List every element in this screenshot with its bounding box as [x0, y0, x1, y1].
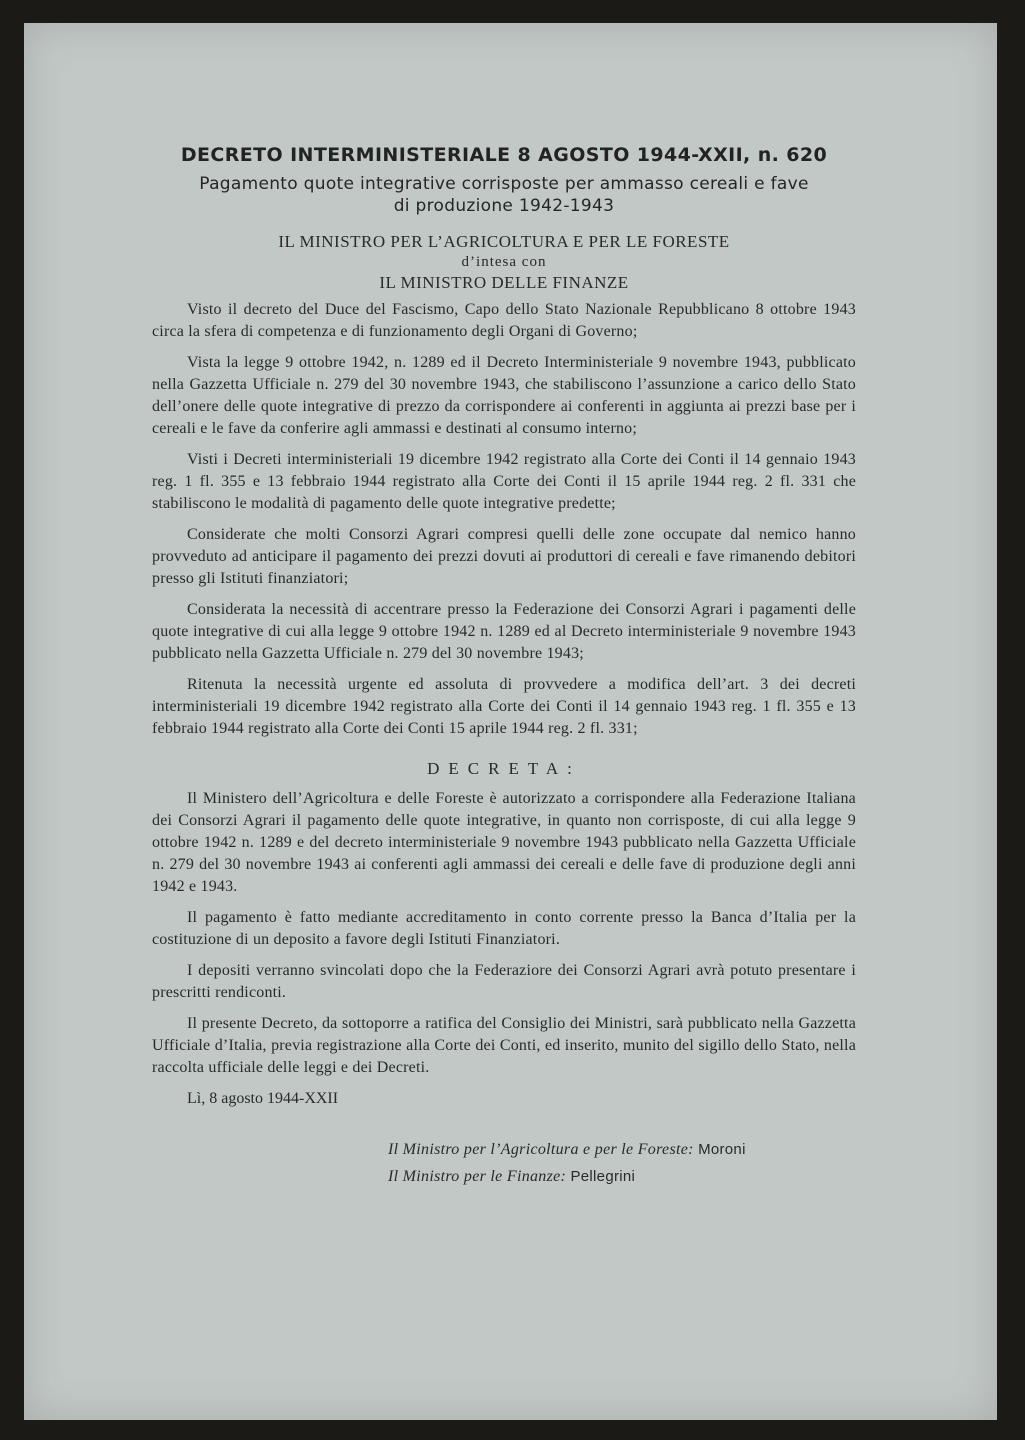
- article-paragraph: I depositi verranno svincolati dopo che la Federaziore dei Consorzi Agrari avrà potuto presentare i prescritti rendiconti.: [152, 962, 856, 1001]
- intesa-line: d’intesa con: [461, 254, 547, 270]
- preamble-paragraph: Visto il decreto del Duce del Fascismo, Capo dello Stato Nazionale Repubblicano 8 ottobre 1943 circa la sfera di competenza e di funzionamento degli Organi di Governo;: [152, 301, 856, 340]
- document-body: [152, 143, 856, 1190]
- signature-block: [152, 1136, 856, 1190]
- signature-name: Pellegrini: [570, 1168, 636, 1185]
- signature-line: [388, 1163, 856, 1190]
- date-line: Lì, 8 agosto 1944-XXII: [187, 1090, 339, 1107]
- signature-role: Il Ministro per l’Agricoltura e per le Foreste:: [388, 1141, 694, 1158]
- preamble-paragraph: Considerata la necessità di accentrare presso la Federazione dei Consorzi Agrari i pagamenti delle quote integrative di cui alla legge 9 ottobre 1942 n. 1289 ed al Decreto interministeriale 9 novembre 1943 pubblicato nella Gazzetta Ufficiale n. 279 del 30 novembre 1943;: [152, 601, 856, 662]
- preamble-paragraph: Ritenuta la necessità urgente ed assoluta di provvedere a modifica dell’art. 3 dei decreti interministeriali 19 dicembre 1942 registrato alla Corte dei Conti il 14 gennaio 1943 reg. 1 fl. 355 e 13 febbraio 1944 registrato alla Corte dei Conti 15 aprile 1944 reg. 2 fl. 331;: [152, 676, 856, 737]
- decree-title: DECRETO INTERMINISTERIALE 8 AGOSTO 1944-XXII, n. 620: [180, 144, 828, 166]
- preamble-paragraph: Considerate che molti Consorzi Agrari compresi quelli delle zone occupate dal nemico hanno provveduto ad anticipare il pagamento dei prezzi dovuti ai produttori di cereali e fave rimanendo debitori presso gli Istituti finanziatori;: [152, 526, 856, 587]
- minister-agriculture-heading: IL MINISTRO PER L’AGRICOLTURA E PER LE FORESTE: [278, 232, 730, 251]
- signature-name: Moroni: [698, 1141, 746, 1158]
- subtitle-line-1: Pagamento quote integrative corrisposte per ammasso cereali e fave: [199, 174, 809, 194]
- subtitle-line-2: di produzione 1942-1943: [393, 196, 615, 216]
- article-paragraph: Il presente Decreto, da sottoporre a ratifica del Consiglio dei Ministri, sarà pubblicato nella Gazzetta Ufficiale d’Italia, previa registrazione alla Corte dei Conti, ed inserito, munito del sigillo dello Stato, nella raccolta ufficiale delle leggi e dei Decreti.: [152, 1015, 856, 1076]
- signature-role: Il Ministro per le Finanze:: [388, 1168, 567, 1185]
- minister-finance-heading: IL MINISTRO DELLE FINANZE: [379, 273, 629, 292]
- signature-line: [388, 1136, 856, 1163]
- preamble-paragraph: Vista la legge 9 ottobre 1942, n. 1289 ed il Decreto Interministeriale 9 novembre 1943, pubblicato nella Gazzetta Ufficiale n. 279 del 30 novembre 1943, che stabiliscono l’assunzione a carico dello Stato dell’onere delle quote integrative di prezzo da corrispondere ai conferenti in aggiunta ai prezzi base per i cereali e le fave da conferire agli ammassi e destinati al consumo interno;: [152, 354, 856, 437]
- decreta-heading: DECRETA:: [427, 759, 581, 778]
- preamble-paragraph: Visti i Decreti interministeriali 19 dicembre 1942 registrato alla Corte dei Conti il 14 gennaio 1943 reg. 1 fl. 355 e 13 febbraio 1944 registrato alla Corte dei Conti il 15 aprile 1944 reg. 2 fl. 331 che stabiliscono le modalità di pagamento delle quote integrative predette;: [152, 451, 856, 512]
- document-page: [24, 23, 997, 1420]
- article-paragraph: Il pagamento è fatto mediante accreditamento in conto corrente presso la Banca d’Italia per la costituzione di un deposito a favore degli Istituti Finanziatori.: [152, 909, 856, 948]
- decree-subtitle: [152, 173, 856, 217]
- article-paragraph: Il Ministero dell’Agricoltura e delle Foreste è autorizzato a corrispondere alla Federazione Italiana dei Consorzi Agrari il pagamento delle quote integrative, in quanto non corrisposte, di cui alla legge 9 ottobre 1942 n. 1289 e del decreto interministeriale 9 novembre 1943 pubblicato nella Gazzetta Ufficiale n. 279 del 30 novembre 1943 ai conferenti agli ammassi dei cereali e delle fave di produzione degli anni 1942 e 1943.: [152, 790, 856, 895]
